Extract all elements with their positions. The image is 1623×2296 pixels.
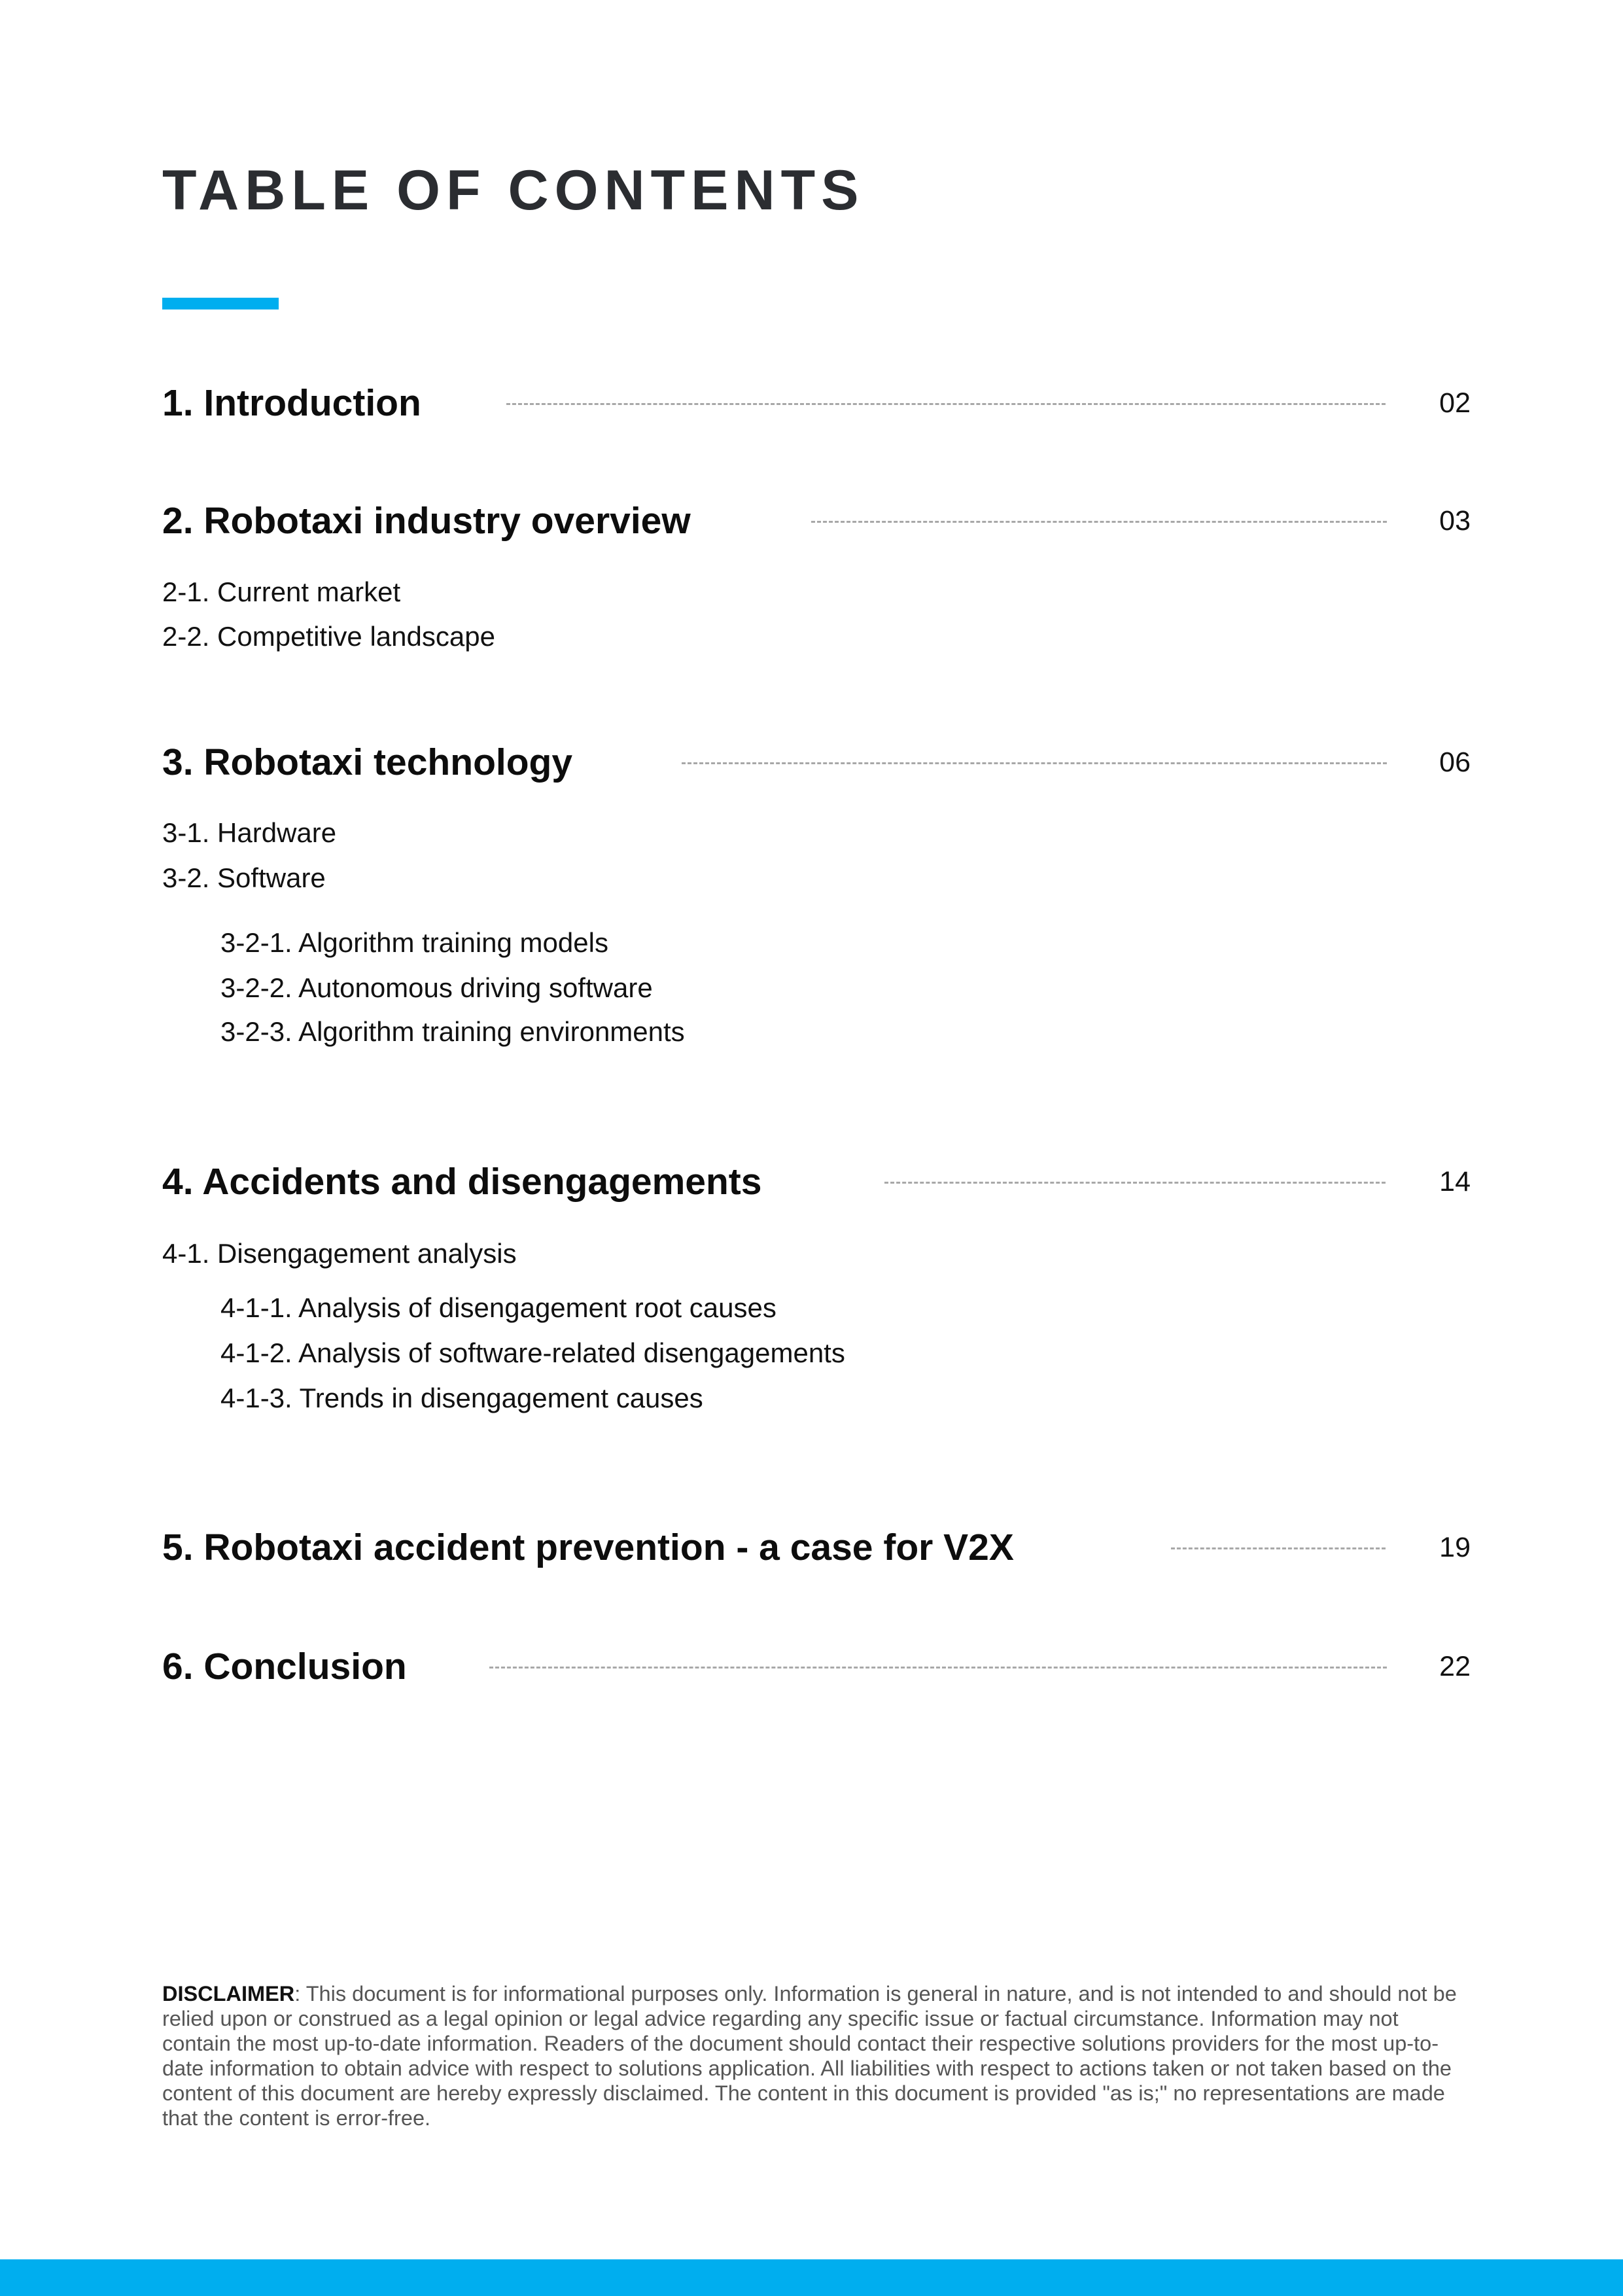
toc-subentry-disengagement-analysis[interactable]: 4-1. Disengagement analysis	[162, 1238, 517, 1269]
toc-entry-title[interactable]: 5. Robotaxi accident prevention - a case for V2X	[162, 1527, 1014, 1568]
toc-subentry-competitive-landscape[interactable]: 2-2. Competitive landscape	[162, 621, 495, 652]
toc-subsubentry-algorithm-training-models[interactable]: 3-2-1. Algorithm training models	[220, 927, 608, 958]
toc-leader-dots	[489, 1667, 1387, 1669]
disclaimer	[162, 1981, 1471, 2130]
toc-leader-dots	[682, 762, 1387, 764]
toc-entry-title[interactable]: 4. Accidents and disengagements	[162, 1161, 762, 1203]
toc-subsubentry-root-causes[interactable]: 4-1-1. Analysis of disengagement root causes	[220, 1292, 777, 1323]
toc-page-number: 14	[1439, 1166, 1471, 1197]
toc-page-number: 06	[1439, 747, 1471, 778]
toc-entry-title[interactable]: 2. Robotaxi industry overview	[162, 500, 691, 542]
toc-page-number: 19	[1439, 1532, 1471, 1563]
toc-entry-title[interactable]: 6. Conclusion	[162, 1646, 407, 1687]
toc-entry-accidents-disengagements[interactable]	[162, 1156, 1471, 1208]
toc-subentry-current-market[interactable]: 2-1. Current market	[162, 576, 401, 607]
toc-leader-dots	[506, 403, 1386, 405]
toc-entry-introduction[interactable]	[162, 377, 1471, 429]
toc-page-number: 22	[1439, 1651, 1471, 1682]
toc-entry-accident-prevention[interactable]	[162, 1521, 1471, 1574]
disclaimer-label: DISCLAIMER	[162, 1982, 295, 2005]
toc-subsubentry-autonomous-driving-software[interactable]: 3-2-2. Autonomous driving software	[220, 972, 653, 1003]
toc-subentry-software[interactable]: 3-2. Software	[162, 862, 326, 893]
toc-entry-conclusion[interactable]	[162, 1640, 1471, 1693]
page-title: TABLE OF CONTENTS	[162, 159, 865, 222]
toc-subentry-hardware[interactable]: 3-1. Hardware	[162, 817, 337, 848]
footer-accent-bar	[0, 2259, 1623, 2296]
disclaimer-text: : This document is for informational purposes only. Information is general in nature, and is not intended to and should not be relied upon or construed as a legal opinion or legal advice regarding any specific issue or factual circumstance. Information may not contain the most up-to-date information. Readers of the document should contact their respective solutions providers for the most up-to-date information to obtain advice with respect to solutions application. All liabilities with respect to actions taken or not taken based on the content of this document are hereby expressly disclaimed. The content in this document is provided "as is;" no representations are made that the content is error-free.	[162, 1982, 1457, 2130]
toc-entry-industry-overview[interactable]	[162, 495, 1471, 547]
title-accent-bar	[162, 298, 279, 309]
toc-leader-dots	[884, 1182, 1386, 1184]
toc-subsubentry-software-related[interactable]: 4-1-2. Analysis of software-related disengagements	[220, 1337, 845, 1368]
toc-leader-dots	[1171, 1547, 1386, 1549]
toc-leader-dots	[811, 521, 1387, 523]
toc-entry-title[interactable]: 3. Robotaxi technology	[162, 741, 573, 783]
toc-subsubentry-trends[interactable]: 4-1-3. Trends in disengagement causes	[220, 1383, 703, 1413]
toc-page-number: 03	[1439, 505, 1471, 537]
toc-entry-robotaxi-technology[interactable]	[162, 736, 1471, 788]
toc-page-number: 02	[1439, 387, 1471, 419]
toc-entry-title[interactable]: 1. Introduction	[162, 382, 421, 424]
toc-subsubentry-algorithm-training-environments[interactable]: 3-2-3. Algorithm training environments	[220, 1016, 685, 1047]
